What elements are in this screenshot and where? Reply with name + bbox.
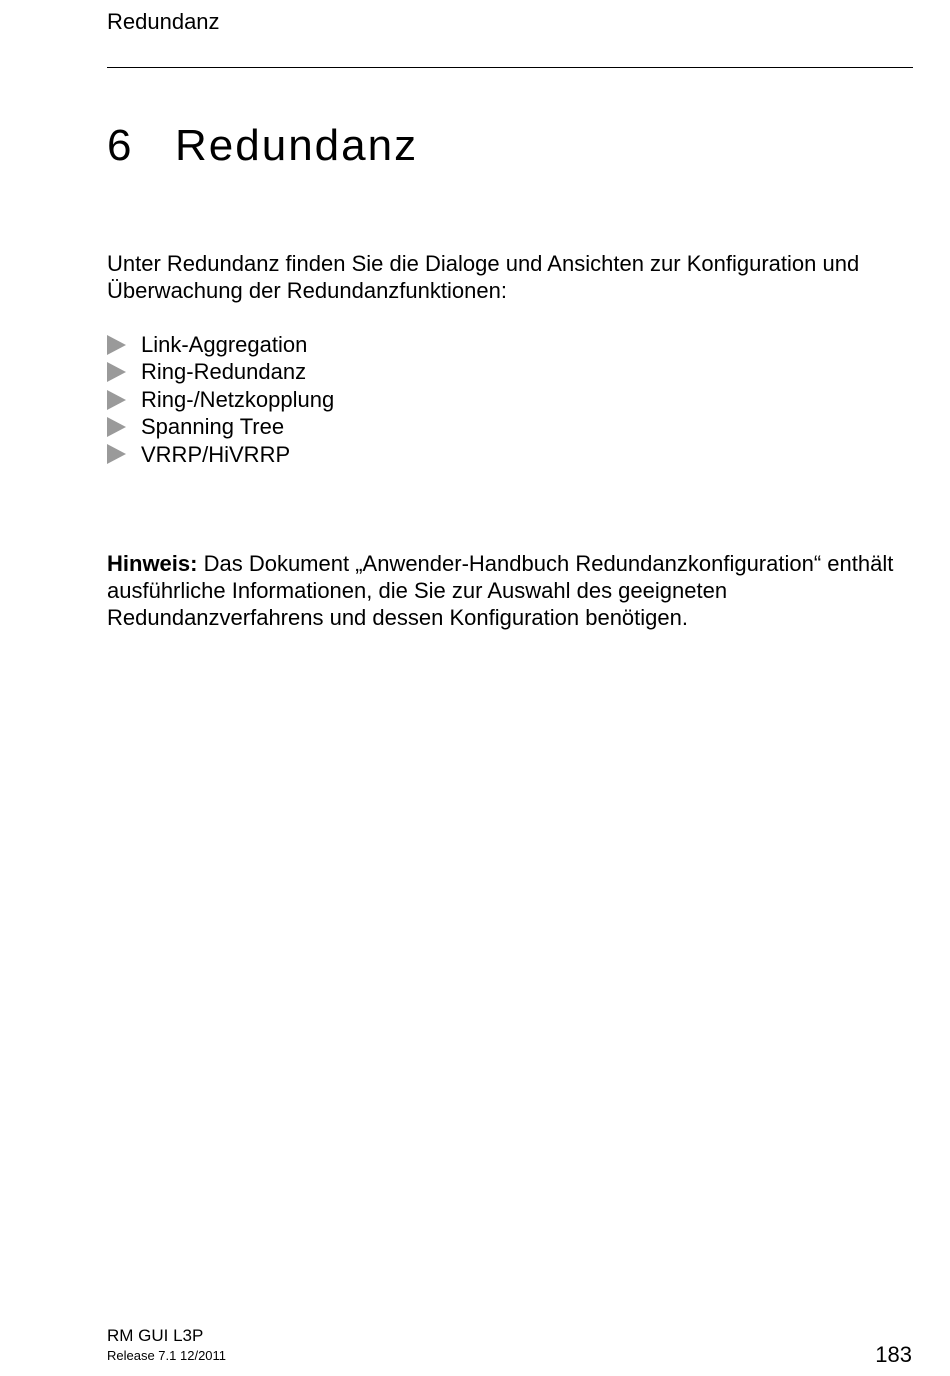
note-text: Das Dokument „Anwender-Handbuch Redundanzkonfiguration“ enthält ausführliche Informationen, die Sie zur Auswahl des geeigneten Redundanzverfahrens und dessen Konfiguration benötigen. — [107, 551, 894, 630]
page-number: 183 — [875, 1342, 912, 1367]
list-item-label: Ring-Redundanz — [141, 359, 307, 385]
list-item-label: VRRP/HiVRRP — [141, 441, 291, 467]
list-item — [107, 413, 334, 440]
triangle-right-icon — [107, 362, 126, 382]
note-paragraph — [107, 550, 907, 631]
chapter-number: 6 — [107, 121, 134, 170]
footer-product: RM GUI L3P — [107, 1326, 204, 1345]
list-item-label: Link-Aggregation — [141, 332, 308, 357]
chapter-title-text: Redundanz — [175, 121, 419, 170]
list-item-label: Spanning Tree — [141, 414, 285, 440]
list-item-label: Ring-/Netzkopplung — [141, 386, 335, 412]
list-item — [107, 386, 334, 413]
intro-paragraph: Unter Redundanz finden Sie die Dialoge und Ansichten zur Konfiguration und Überwachung der Redundanzfunktionen: — [107, 251, 860, 303]
triangle-right-icon — [107, 417, 126, 437]
header-divider — [107, 67, 913, 68]
running-header: Redundanz — [107, 9, 220, 34]
list-item — [107, 331, 334, 358]
list-item — [107, 358, 334, 385]
note-label: Hinweis: — [107, 551, 198, 576]
triangle-right-icon — [107, 335, 126, 355]
footer-release: Release 7.1 12/2011 — [107, 1348, 227, 1363]
bullet-list — [107, 331, 334, 468]
chapter-title — [107, 118, 418, 174]
triangle-right-icon — [107, 444, 126, 464]
triangle-right-icon — [107, 390, 126, 410]
list-item — [107, 441, 334, 468]
